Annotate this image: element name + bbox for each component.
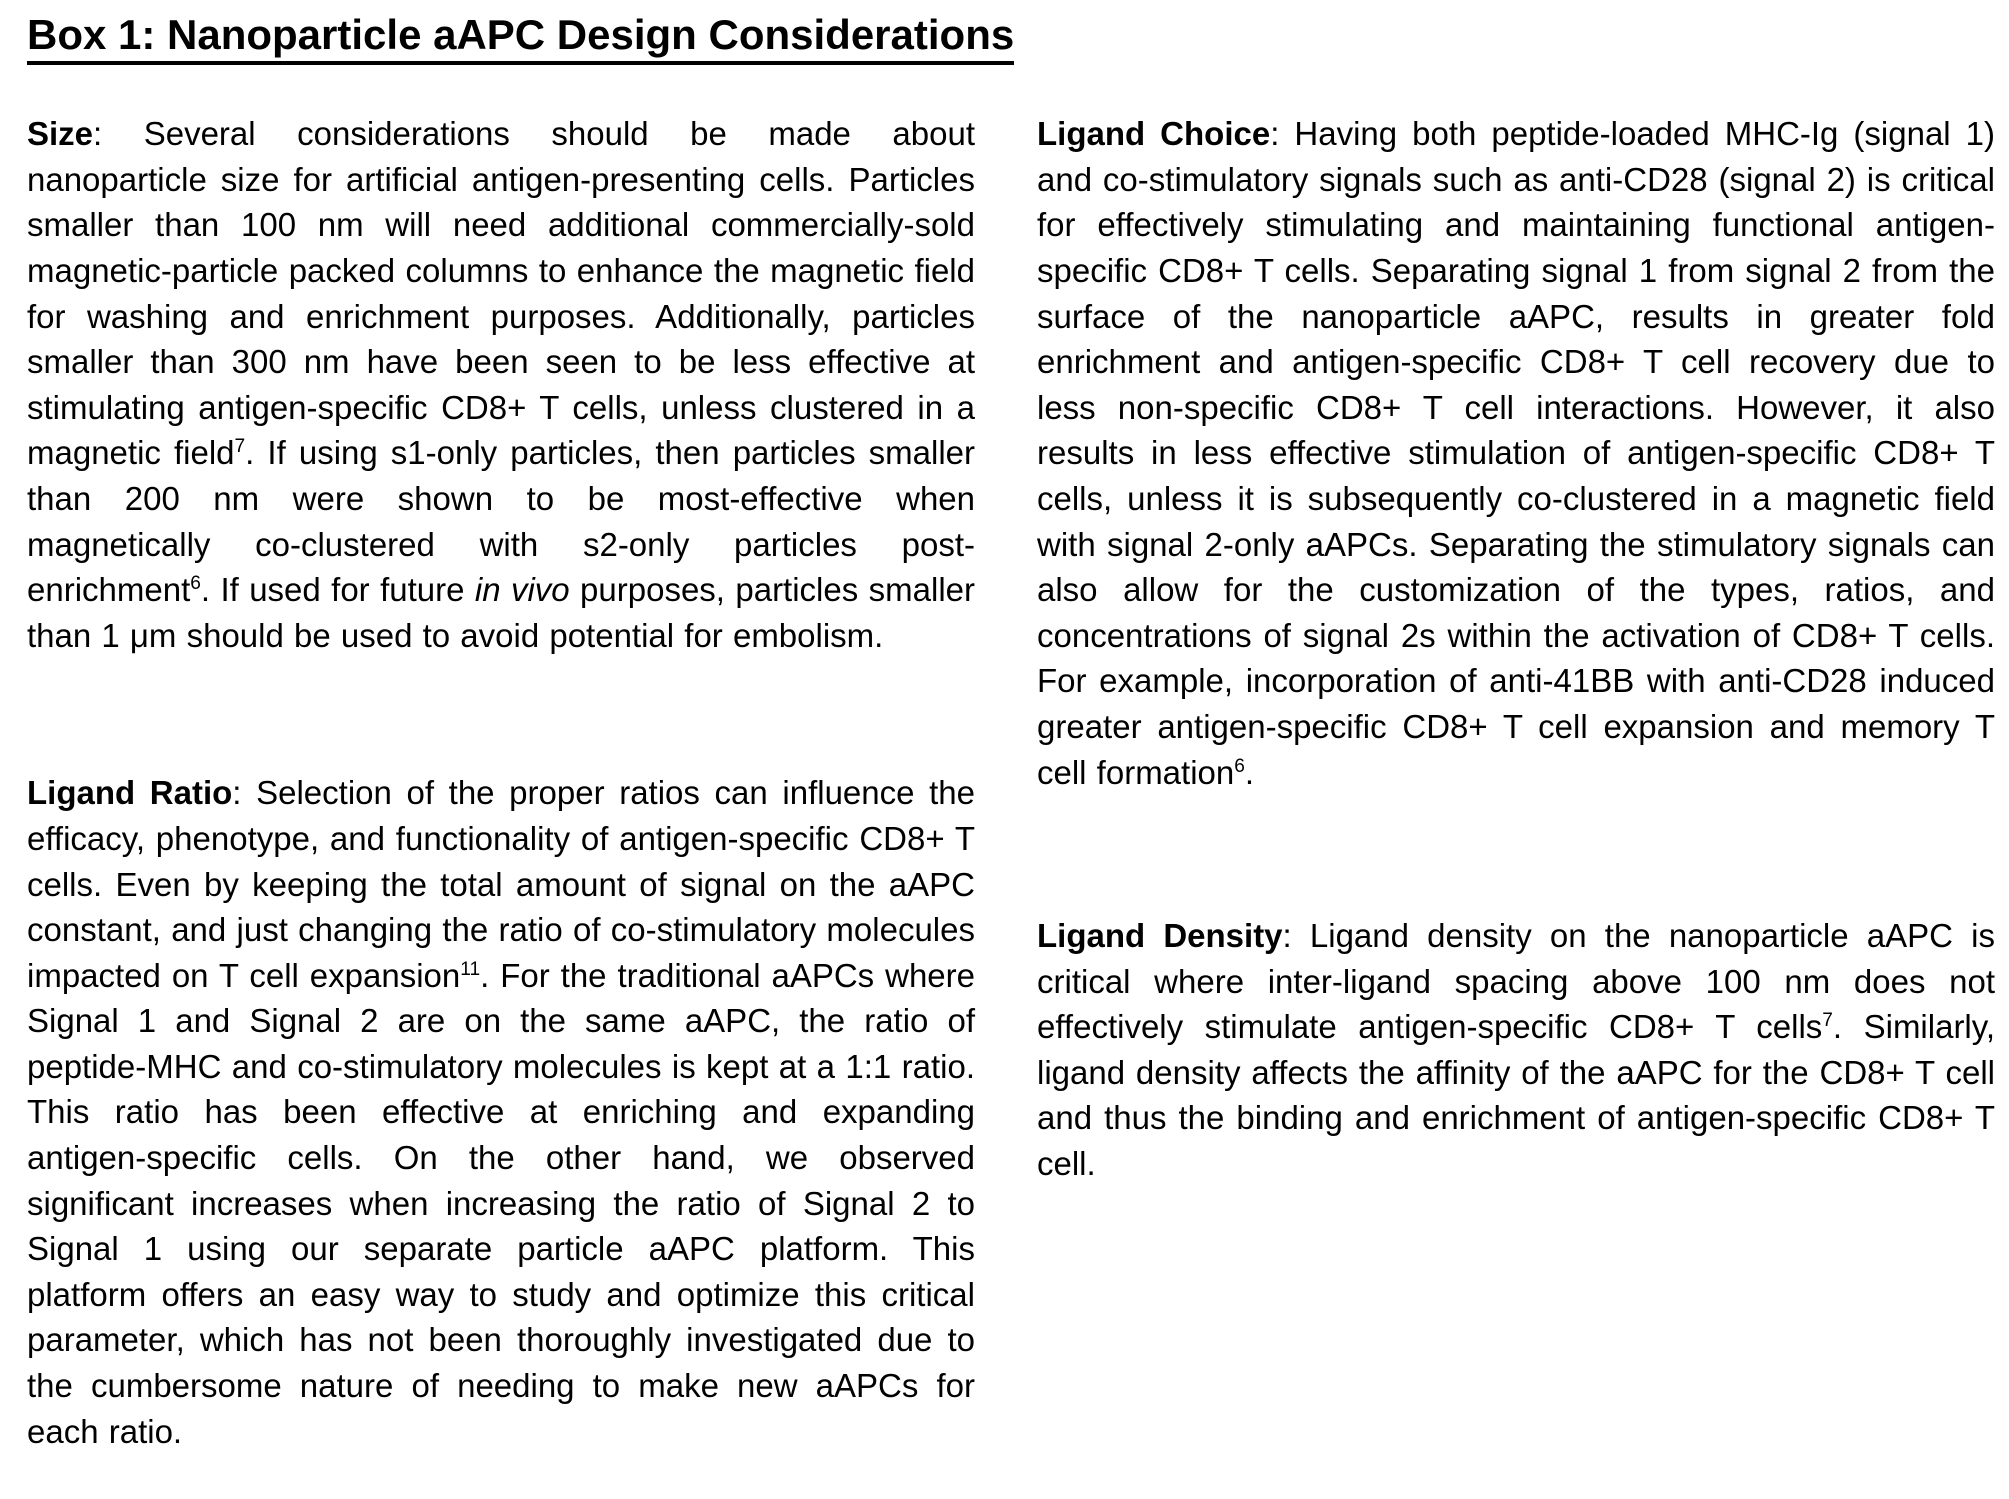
reference-superscript: 6 — [1234, 755, 1245, 777]
body-text: : Several considerations should be made about nanoparticle size for artificial antigen-presenting cells. Particles smaller than 100 nm will need additional commercially-sold magnetic-particle packed columns to enhance the magnetic field for washing and enrichment purposes. Additionally, particles smaller than 300 nm have been seen to be less effective at stimulating antigen-specific CD8+ T cells, unless clustered in a magnetic field — [27, 115, 975, 472]
paragraph-ligand-choice — [1037, 111, 1995, 795]
reference-superscript: 7 — [1822, 1010, 1833, 1032]
body-text: . — [1244, 753, 1255, 791]
page-title — [27, 12, 1995, 65]
reference-superscript: 6 — [190, 573, 201, 595]
body-text: : Having both peptide-loaded MHC-Ig (signal 1) and co-stimulatory signals such as anti-CD28 (signal 2) is critical for effectively stimulating and maintaining functional antigen-specific CD8+ T cells. Separating signal 1 from signal 2 from the surface of the nanoparticle aAPC, results in greater fold enrichment and antigen-specific CD8+ T cell recovery due to less non-specific CD8+ T cell interactions. However, it also results in less effective stimulation of antigen-specific CD8+ T cells, unless it is subsequently co-clustered in a magnetic field with signal 2-only aAPCs. Separating the stimulatory signals can also allow for the customization of the types, ratios, and concentrations of signal 2s within the activation of CD8+ T cells. For example, incorporation of anti-41BB with anti-CD28 induced greater antigen-specific CD8+ T cell expansion and memory T cell formation — [1037, 115, 1996, 791]
italic-text: in vivo — [474, 571, 570, 609]
body-text: . If using s1-only particles, then particles smaller than 200 nm were shown to be most-effective when magnetically co-clustered with s2-only particles post-enrichment — [27, 434, 976, 609]
body-text: . For the traditional aAPCs where Signal 1 and Signal 2 are on the same aAPC, the ratio of peptide-MHC and co-stimulatory molecules is kept at a 1:1 ratio. This ratio has been effective at enriching and expanding antigen-specific cells. On the other hand, we observed significant increases when increasing the ratio of Signal 2 to Signal 1 using our separate particle aAPC platform. This platform offers an easy way to study and optimize this critical parameter, which has not been thoroughly investigated due to the cumbersome nature of needing to make new aAPCs for each ratio. — [27, 956, 975, 1450]
paragraph-lead-in: Ligand Ratio — [27, 774, 233, 812]
two-column-layout — [27, 111, 1995, 1454]
paragraph-ligand-ratio — [27, 770, 975, 1454]
body-text: purposes, particles smaller than 1 μm should be used to avoid potential for embolism. — [27, 571, 975, 654]
reference-superscript: 7 — [234, 436, 246, 458]
paragraph-lead-in: Ligand Choice — [1037, 115, 1271, 153]
body-text: : Ligand density on the nanoparticle aAPC is critical where inter-ligand spacing above 100 nm does not effectively stimulate antigen-specific CD8+ T cells — [1037, 917, 1996, 1046]
body-text: : Selection of the proper ratios can influence the efficacy, phenotype, and functionality of antigen-specific CD8+ T cells. Even by keeping the total amount of signal on the aAPC constant, and just changing the ratio of co-stimulatory molecules impacted on T cell expansion — [27, 774, 975, 994]
page-title-text: Box 1: Nanoparticle aAPC Design Considerations — [27, 12, 1014, 65]
left-column — [27, 111, 975, 1454]
reference-superscript: 11 — [460, 958, 481, 980]
paragraph-size — [27, 111, 975, 658]
body-text: . Similarly, ligand density affects the affinity of the aAPC for the CD8+ T cell and thus the binding and enrichment of antigen-specific CD8+ T cell. — [1037, 1008, 1995, 1183]
body-text: . If used for future — [200, 571, 475, 609]
paragraph-lead-in: Ligand Density — [1037, 917, 1283, 955]
right-column — [1037, 111, 1995, 1186]
paragraph-lead-in: Size — [27, 115, 94, 153]
paragraph-ligand-density — [1037, 913, 1995, 1187]
